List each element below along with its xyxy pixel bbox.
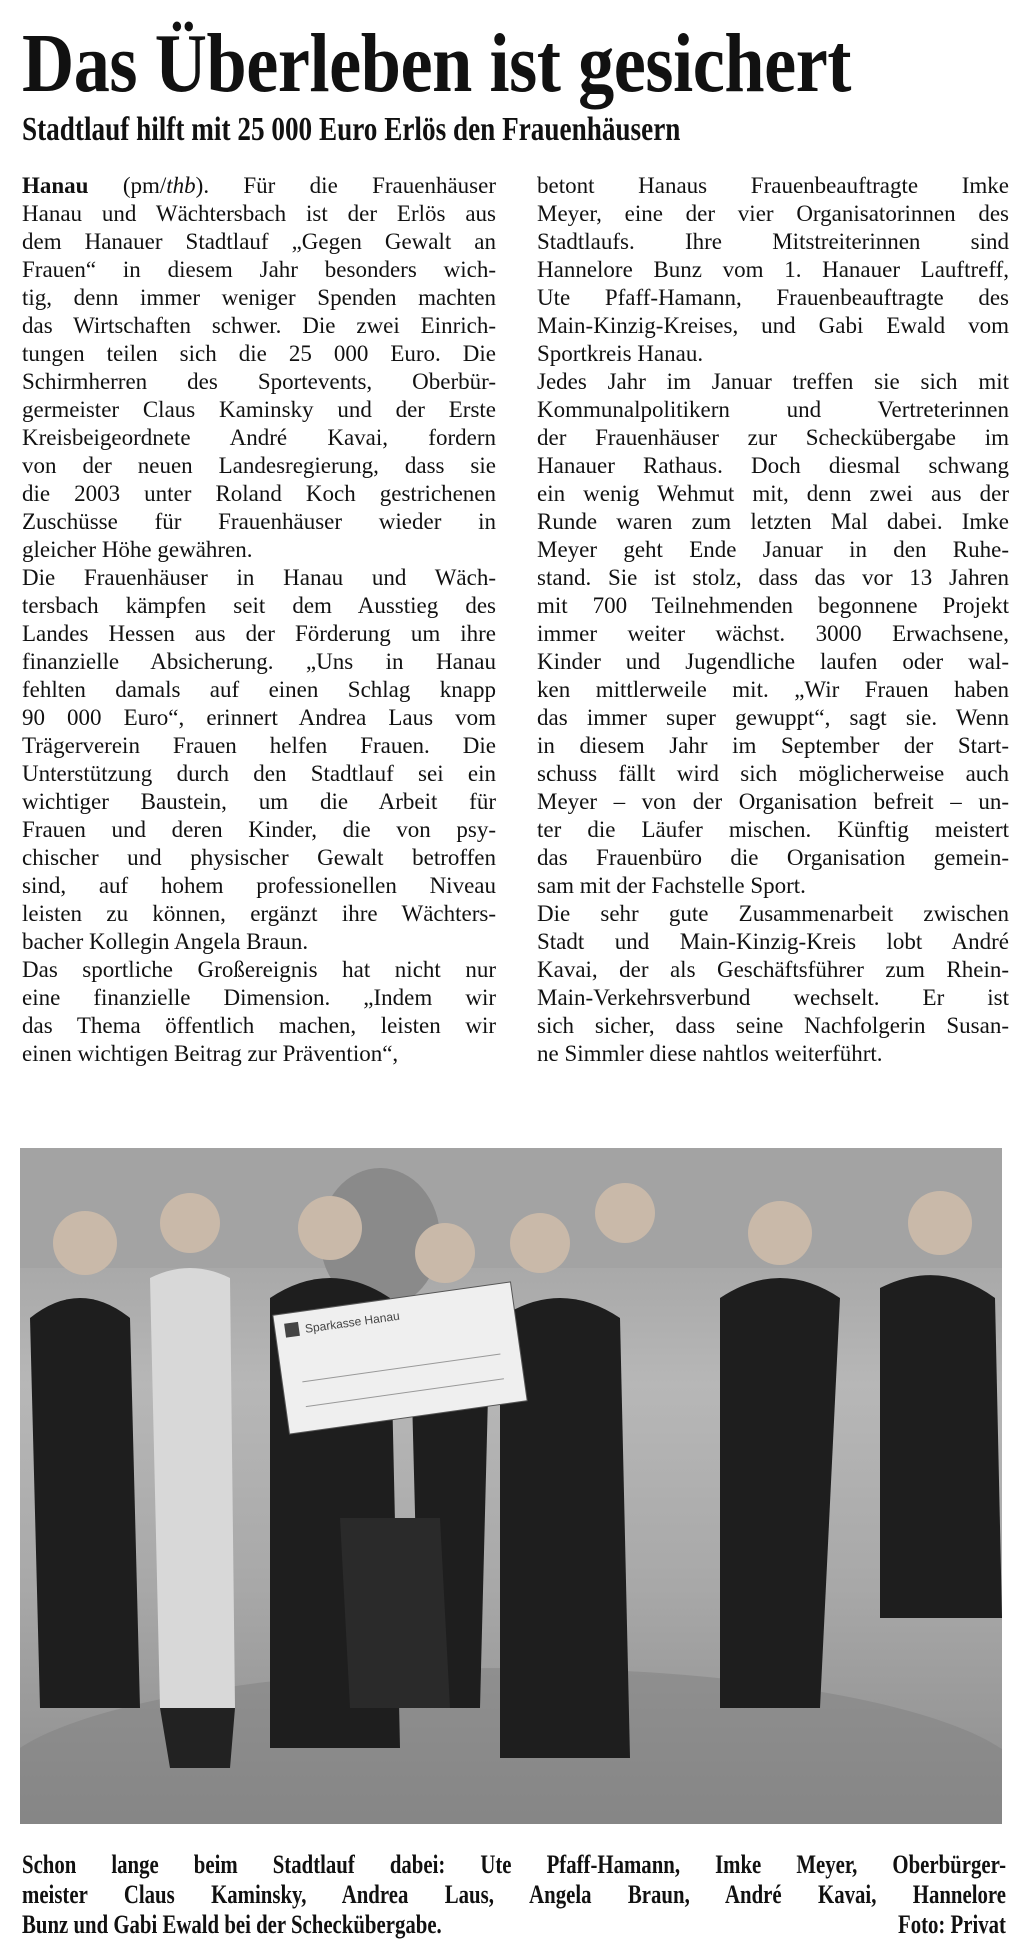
article-text-line: Die Frauenhäuser in Hanau und Wäch- — [22, 565, 496, 590]
article-text-line: Landes Hessen aus der Förderung um ihre — [22, 621, 496, 646]
article-text-line: chischer und physischer Gewalt betroffen — [22, 845, 496, 870]
article-photo — [20, 1148, 1002, 1824]
article-text-line: immer weiter wächst. 3000 Erwachsene, — [537, 621, 1009, 646]
article-text-line: sam mit der Fachstelle Sport. — [537, 873, 806, 898]
article-text-line: fehlten damals auf einen Schlag knapp — [22, 677, 496, 702]
article-text-line: Runde waren zum letzten Mal dabei. Imke — [537, 509, 1009, 534]
article-text-line: leisten zu können, ergänzt ihre Wächters- — [22, 901, 496, 926]
photo-caption — [22, 1850, 1006, 1940]
article-text-line: das Thema öffentlich machen, leisten wir — [22, 1013, 496, 1038]
photo-credit: Foto: Privat — [897, 1910, 1006, 1939]
article-text-line: stand. Sie ist stolz, dass das vor 13 Jahren — [537, 565, 1009, 590]
article-text-line: eine finanzielle Dimension. „Indem wir — [22, 985, 496, 1010]
article-text-line: Frauen und deren Kinder, die von psy- — [22, 817, 496, 842]
article-text-line: Kreisbeigeordnete André Kavai, fordern — [22, 425, 496, 450]
article-text-line: Main-Kinzig-Kreises, und Gabi Ewald vom — [537, 313, 1009, 338]
caption-text: Bunz und Gabi Ewald bei der Scheckübergabe. — [22, 1910, 442, 1939]
article-text-line: einen wichtigen Beitrag zur Prävention“, — [22, 1041, 399, 1066]
article-text-line: finanzielle Absicherung. „Uns in Hanau — [22, 649, 496, 674]
caption-line — [22, 1910, 1006, 1940]
article-text-line: Hanau und Wächtersbach ist der Erlös aus — [22, 201, 496, 226]
article-text-line: gleicher Höhe gewähren. — [22, 537, 253, 562]
article-text-line: Schirmherren des Sportevents, Oberbür- — [22, 369, 496, 394]
article-text-line: Main-Verkehrsverbund wechselt. Er ist — [537, 985, 1009, 1010]
article-text-line: ken mittlerweile mit. „Wir Frauen haben — [537, 677, 1009, 702]
right-column-body — [537, 172, 1009, 1068]
article-text-line: ein wenig Wehmut mit, denn zwei aus der — [537, 481, 1009, 506]
article-text-line: Ute Pfaff-Hamann, Frauenbeauftragte des — [537, 285, 1009, 310]
article-text-line: sind, auf hohem professionellen Niveau — [22, 873, 496, 898]
article-text-line: das immer super gewuppt“, sagt sie. Wenn — [537, 705, 1009, 730]
left-column-body — [22, 200, 496, 1068]
article-text-line: Hanauer Rathaus. Doch diesmal schwang — [537, 453, 1009, 478]
article-text-line: von der neuen Landesregierung, dass sie — [22, 453, 496, 478]
article-text-line: 90 000 Euro“, erinnert Andrea Laus vom — [22, 705, 496, 730]
article-text-line: tungen teilen sich die 25 000 Euro. Die — [22, 341, 496, 366]
group-photo-illustration — [20, 1148, 1002, 1824]
article-text-line: sich sicher, dass seine Nachfolgerin Susan- — [537, 1013, 1009, 1038]
article-text-line: schuss fällt wird sich möglicherweise auch — [537, 761, 1009, 786]
dateline-open: (pm/ — [88, 173, 167, 198]
article-text-line: mit 700 Teilnehmenden begonnene Projekt — [537, 593, 1009, 618]
article-text-line: die 2003 unter Roland Koch gestrichenen — [22, 481, 496, 506]
article-text-line: Frauen“ in diesem Jahr besonders wich- — [22, 257, 496, 282]
dateline-author: thb — [166, 173, 196, 198]
caption-line: meister Claus Kaminsky, Andrea Laus, Angela Braun, André Kavai, Hannelore — [22, 1880, 1006, 1909]
article-text-line: Meyer geht Ende Januar in den Ruhe- — [537, 537, 1009, 562]
article-text-line: Stadt und Main-Kinzig-Kreis lobt André — [537, 929, 1009, 954]
article-text-line: Meyer – von der Organisation befreit – un- — [537, 789, 1009, 814]
article-text-line: Sportkreis Hanau. — [537, 341, 704, 366]
article-text-line: betont Hanaus Frauenbeauftragte Imke — [537, 173, 1009, 198]
article-text-line: Die sehr gute Zusammenarbeit zwischen — [537, 901, 1009, 926]
article-text-line: Stadtlaufs. Ihre Mitstreiterinnen sind — [537, 229, 1009, 254]
article-text-line: tersbach kämpfen seit dem Ausstieg des — [22, 593, 496, 618]
subheadline: Stadtlauf hilft mit 25 000 Euro Erlös den Frauenhäusern — [22, 111, 681, 148]
article-text-line: tig, denn immer weniger Spenden machten — [22, 285, 496, 310]
right-column — [537, 172, 1009, 1068]
article-text-line: Das sportliche Großereignis hat nicht nur — [22, 957, 496, 982]
article-text-line: Zuschüsse für Frauenhäuser wieder in — [22, 509, 496, 534]
article-text-line: wichtiger Baustein, um die Arbeit für — [22, 789, 496, 814]
article-text-line: dem Hanauer Stadtlauf „Gegen Gewalt an — [22, 229, 496, 254]
left-column — [22, 172, 496, 1068]
dateline-line — [22, 172, 496, 200]
dateline-rest: ). Für die Frauenhäuser — [195, 173, 496, 198]
dateline-place: Hanau — [22, 173, 89, 198]
article-text-line: in diesem Jahr im September der Start- — [537, 733, 1009, 758]
article-text-line: Unterstützung durch den Stadtlauf sei ein — [22, 761, 496, 786]
article-text-line: Hannelore Bunz vom 1. Hanauer Lauftreff, — [537, 257, 1009, 282]
article-text-line: Kavai, der als Geschäftsführer zum Rhein- — [537, 957, 1009, 982]
article-text-line: das Frauenbüro die Organisation gemein- — [537, 845, 1009, 870]
article-text-line: Kommunalpolitikern und Vertreterinnen — [537, 397, 1009, 422]
article-text-line: Meyer, eine der vier Organisatorinnen des — [537, 201, 1009, 226]
article-text-line: das Wirtschaften schwer. Die zwei Einrich- — [22, 313, 496, 338]
headline: Das Überleben ist gesichert — [22, 17, 852, 110]
article-text-line: Trägerverein Frauen helfen Frauen. Die — [22, 733, 496, 758]
article-text-line: der Frauenhäuser zur Scheckübergabe im — [537, 425, 1009, 450]
check-bank-label: Sparkasse Hanau — [304, 1308, 401, 1336]
caption-line: Schon lange beim Stadtlauf dabei: Ute Pfaff-Hamann, Imke Meyer, Oberbürger- — [22, 1850, 1006, 1879]
article-text-line: bacher Kollegin Angela Braun. — [22, 929, 309, 954]
article-text-line: germeister Claus Kaminsky und der Erste — [22, 397, 496, 422]
article-text-line: ter die Läufer mischen. Künftig meistert — [537, 817, 1009, 842]
article-text-line: ne Simmler diese nahtlos weiterführt. — [537, 1041, 883, 1066]
article-text-line: Kinder und Jugendliche laufen oder wal- — [537, 649, 1009, 674]
article-text-line: Jedes Jahr im Januar treffen sie sich mit — [537, 369, 1009, 394]
